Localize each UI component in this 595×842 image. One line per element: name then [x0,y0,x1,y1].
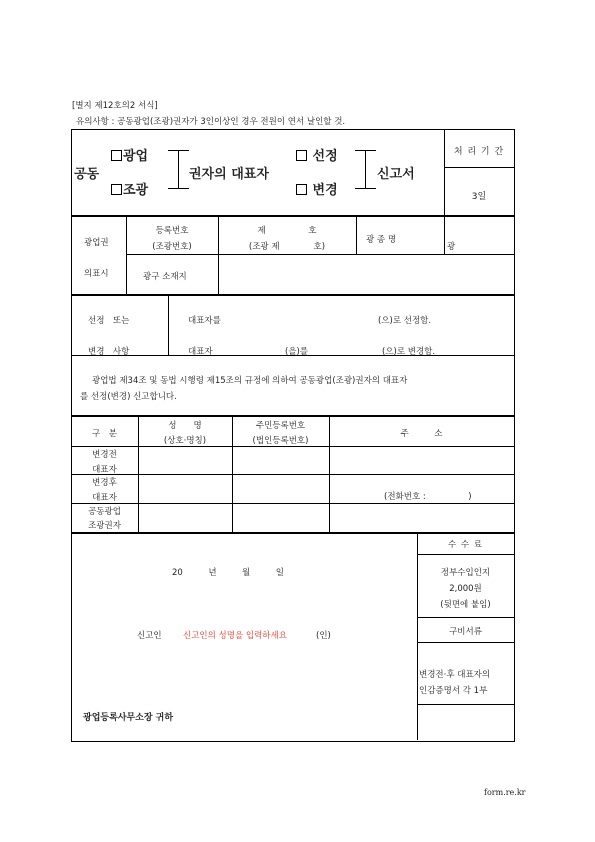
title-option-select[interactable]: 선정 [296,145,338,164]
required-docs-label: 구비서류 [449,627,482,637]
title-option-concession[interactable]: 조광 [111,179,148,198]
select-line-text: 대표자를 [188,316,221,326]
report-date[interactable]: 20 년 월 일 [172,568,284,578]
column-type-header: 구 분 [92,429,117,439]
form-reference: [별지 제12호의2 서식] [72,101,158,111]
concession-no-field[interactable]: (조광 제 호) [248,242,326,252]
fee-line-1: 정부수입인지 [440,568,491,578]
title-option-change[interactable]: 변경 [296,179,338,198]
location-label: 광구 소재지 [143,272,187,282]
location-field[interactable] [222,258,510,290]
checkbox-icon[interactable] [111,150,122,161]
row-after-label-1: 변경후 [92,478,117,488]
row-before-label-2: 대표자 [92,465,117,475]
row-joint-label-2: 조광권자 [88,521,121,531]
column-id-header-sub: (법인등록번호) [252,436,309,446]
row-joint-label-1: 공동광업 [88,507,121,517]
title-option-mining[interactable]: 광업 [111,145,148,164]
column-id-header: 주민등록번호 [255,421,306,431]
statement-line-1: 광업법 제34조 및 동법 시행령 제15조의 규정에 의하여 공동광업(조광)권자의 대표자 [92,376,408,386]
mine-rights-label-1: 광업권 [84,238,109,248]
mineral-name-field[interactable]: 광 [447,242,456,252]
statement-line-2: 를 선정(변경) 신고합니다. [80,392,177,402]
select-or-change-label-1: 선정 또는 [88,316,130,326]
change-line-suffix: (으)로 변경함. [382,347,436,357]
change-line-text: 대표자 [188,347,213,357]
checkbox-icon[interactable] [111,184,122,195]
fee-line-2: 2,000원 [449,584,482,594]
phone-number-field[interactable]: (전화번호 : ) [384,492,472,502]
column-address-header: 주 소 [400,429,443,439]
required-docs-line-1: 변경전·후 대표자의 [419,670,491,680]
column-name-header-sub: (상호·명칭) [163,436,207,446]
select-line-suffix: (으)로 선정함. [378,316,432,326]
column-name-header: 성 명 [168,421,202,431]
fee-line-3: (뒷면에 붙임) [440,600,491,610]
reg-no-label-sub: (조광번호) [152,242,192,252]
title-middle: 권자의 대표자 [189,167,269,182]
row-before-label-1: 변경전 [92,450,117,460]
watermark: form.re.kr [484,788,526,797]
change-line-mid: (을)를 [285,347,309,357]
seal-mark: (인) [316,631,331,641]
checkbox-icon[interactable] [296,150,307,161]
title-prefix: 공동 [74,167,100,182]
required-docs-line-2: 인감증명서 각 1부 [419,686,488,696]
bracket-right [365,150,366,188]
title-suffix: 신고서 [377,167,415,182]
checkbox-icon[interactable] [296,184,307,195]
reg-no-label: 등록번호 [155,226,189,236]
processing-period-value: 3일 [471,192,487,202]
applicant-name-field[interactable]: 신고인의 성명을 입력하세요 [183,631,287,641]
bracket-left [178,150,179,188]
addressee: 광업등록사무소장 귀하 [83,713,174,723]
processing-period-label: 처 리 기 간 [453,147,505,157]
applicant-label: 신고인 [137,631,162,641]
mine-rights-label-2: 의표시 [84,269,109,279]
reg-no-field[interactable]: 제 호 [257,226,317,236]
select-or-change-label-2: 변경 사항 [88,347,130,357]
mineral-name-label: 광 종 명 [366,235,397,245]
fee-label: 수 수 료 [447,540,484,550]
row-after-label-2: 대표자 [92,493,117,503]
notice-text: 유의사항 : 공동광업(조광)권자가 3인이상인 경우 전원이 연서 날인할 것. [76,117,346,127]
